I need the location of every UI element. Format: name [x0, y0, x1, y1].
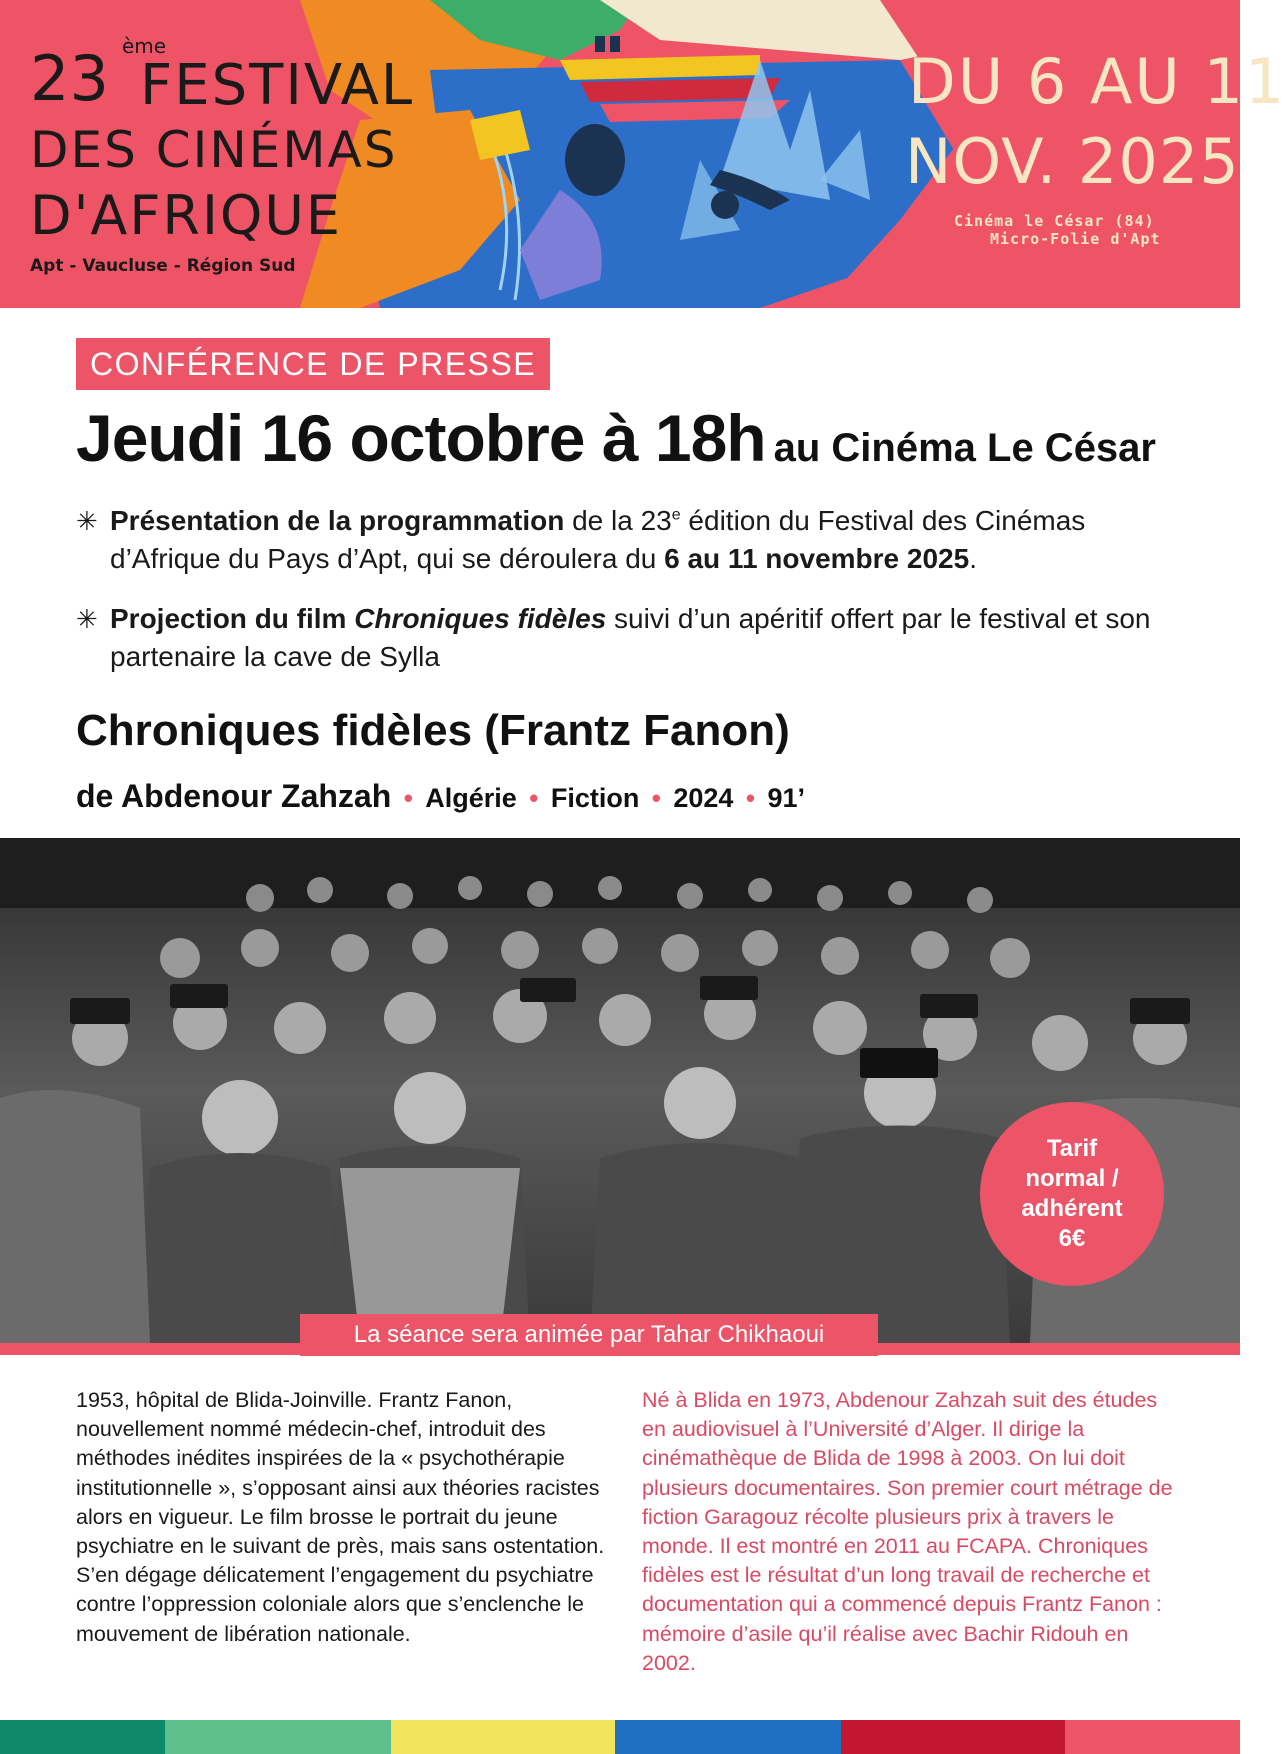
footer-bar: [615, 1720, 841, 1754]
film-year: 2024: [673, 783, 734, 813]
bullet-screening: [76, 600, 1186, 676]
film-meta: [76, 778, 805, 815]
footer-bar: [391, 1720, 615, 1754]
festival-title-line1: FESTIVAL: [140, 53, 415, 118]
press-date-time: Jeudi 16 octobre à 18h: [76, 401, 766, 475]
bullet-programme: [76, 502, 1186, 578]
price-label: Tarif normal / adhérent 6€: [1021, 1135, 1123, 1252]
bullet-screening-text: Projection du film Chroniques fidèles suivi d’un apéritif offert par le festival et son partenaire la cave de Sylla: [110, 603, 1151, 672]
festival-dates-line1: DU 6 AU 11: [908, 45, 1286, 118]
press-headline: [76, 400, 1156, 476]
asterisk-icon: ✳: [76, 506, 98, 536]
venue-line2: Micro-Folie d'Apt: [990, 230, 1161, 248]
film-synopsis: 1953, hôpital de Blida-Joinville. Frantz Fanon, nouvellement nommé médecin-chef, introduit des méthodes inédites inspirées de la « psychothérapie institutionnelle », s’opposant ainsi aux théories racistes alors en vigueur. Le film brosse le portrait du jeune psychiatre en le suivant de près, mais sans ostentation. S’en dégage délicatement l’engagement du psychiatre contre l’oppression coloniale alors que s’enclenche le mouvement de libération nationale.: [76, 1388, 605, 1646]
meta-separator: •: [651, 783, 661, 813]
price-badge: [980, 1102, 1164, 1286]
press-location: au Cinéma Le César: [773, 426, 1156, 470]
asterisk-icon: ✳: [76, 604, 98, 634]
meta-separator: •: [745, 783, 755, 813]
film-duration: 91’: [767, 783, 805, 813]
film-genre: Fiction: [550, 783, 640, 813]
film-country: Algérie: [425, 783, 517, 813]
press-conference-badge: CONFÉRENCE DE PRESSE: [76, 338, 550, 390]
festival-banner: [0, 0, 1286, 308]
meta-separator: •: [403, 783, 413, 813]
edition-number: 23: [30, 42, 109, 115]
footer-bar: [1065, 1720, 1240, 1754]
festival-title-line3: D'AFRIQUE: [30, 184, 343, 247]
footer-bar: [841, 1720, 1065, 1754]
film-title: Chroniques fidèles (Frantz Fanon): [76, 706, 790, 755]
festival-place: Apt - Vaucluse - Région Sud: [30, 256, 296, 276]
edition-suffix: ème: [122, 34, 167, 58]
film-director: de Abdenour Zahzah: [76, 778, 392, 814]
director-bio: Né à Blida en 1973, Abdenour Zahzah suit des études en audiovisuel à l’Université d’Alger. Il dirige la cinémathèque de Blida de 1998 à 2003. On lui doit plusieurs documentaires. Son premier court métrage de fiction Garagouz récolte plusieurs prix à travers le monde. Il est montré en 2011 au FCAPA. Chroniques fidèles est le résultat d’un long travail de recherche et documentation qui a commencé depuis Frantz Fanon : mémoire d’asile qu’il réalise avec Bachir Ridouh en 2002.: [642, 1388, 1173, 1675]
footer-bar: [0, 1720, 165, 1754]
festival-title-line2: DES CINÉMAS: [30, 121, 398, 179]
bullet-programme-text: Présentation de la programmation de la 23e édition du Festival des Cinémas d’Afrique du Pays d’Apt, qui se déroulera du 6 au 11 novembre 2025.: [110, 505, 1086, 574]
venue-line1: Cinéma le César (84): [954, 212, 1155, 230]
footer-color-bars: [0, 1720, 1240, 1754]
festival-dates-line2: NOV. 2025: [905, 125, 1240, 198]
host-strip: La séance sera animée par Tahar Chikhaoui: [300, 1314, 878, 1356]
meta-separator: •: [529, 783, 539, 813]
footer-bar: [165, 1720, 391, 1754]
